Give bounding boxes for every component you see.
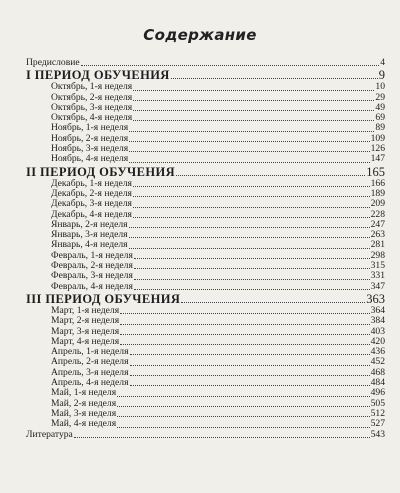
dot-leader	[134, 279, 370, 280]
toc-entry-label: Январь, 3-я неделя	[51, 230, 128, 241]
dot-leader	[133, 186, 370, 187]
toc-entry-label: Февраль, 4-я неделя	[51, 281, 133, 292]
toc-page-number: 384	[370, 316, 385, 327]
toc-entry-label: Декабрь, 2-я неделя	[51, 188, 132, 199]
toc-entry-label: Ноябрь, 2-я неделя	[51, 133, 129, 144]
toc-page-number: 263	[370, 230, 385, 241]
dot-leader	[171, 78, 378, 79]
toc-page-number: 436	[370, 347, 385, 358]
toc-entry-label: Апрель, 2-я неделя	[51, 357, 129, 368]
toc-page-number: 527	[370, 419, 385, 430]
dot-leader	[130, 385, 370, 386]
toc-entry-label: Октябрь, 2-я неделя	[51, 92, 133, 103]
dot-leader	[133, 120, 374, 121]
toc-entry-label: Январь, 4-я неделя	[51, 240, 128, 251]
toc-entry-row	[26, 82, 385, 92]
toc-entry-label: Октябрь, 1-я неделя	[51, 82, 133, 93]
dot-leader	[120, 334, 369, 335]
toc-entry-label: Январь, 2-я неделя	[51, 219, 128, 230]
toc-page-number: 29	[375, 92, 385, 103]
dot-leader	[81, 65, 380, 66]
toc-entry-label: Октябрь, 4-я неделя	[51, 113, 133, 124]
dot-leader	[130, 354, 370, 355]
toc-entry-label: Февраль, 2-я неделя	[51, 261, 133, 272]
toc-page-number: 69	[375, 113, 385, 124]
dot-leader	[133, 100, 374, 101]
toc-section-label: I ПЕРИОД ОБУЧЕНИЯ	[26, 68, 170, 83]
toc-page-number: 347	[370, 281, 385, 292]
toc-page-number: 496	[370, 388, 385, 399]
toc-page-number: 505	[370, 398, 385, 409]
toc-entry-row	[26, 154, 385, 164]
toc-entry-row	[26, 347, 385, 357]
toc-entry-row	[26, 271, 385, 281]
toc-entry-label: Апрель, 3-я неделя	[51, 367, 129, 378]
dot-leader	[120, 324, 369, 325]
toc-page-number: 512	[370, 408, 385, 419]
toc-entry-row	[26, 103, 385, 113]
table-of-contents	[26, 58, 385, 440]
toc-entry-label: Ноябрь, 3-я неделя	[51, 144, 129, 155]
dot-leader	[134, 268, 370, 269]
toc-page-number: 452	[370, 357, 385, 368]
toc-page-number: 363	[366, 291, 385, 306]
toc-section-row	[26, 68, 385, 82]
dot-leader	[117, 396, 369, 397]
toc-entry-label: Ноябрь, 1-я неделя	[51, 123, 129, 134]
toc-entry-label: Май, 2-я неделя	[51, 398, 117, 409]
toc-entry-row	[26, 179, 385, 189]
toc-entry-label: Март, 2-я неделя	[51, 316, 120, 327]
toc-page-number: 89	[375, 123, 385, 134]
toc-page-number: 281	[370, 240, 385, 251]
toc-entry-label: Март, 4-я неделя	[51, 336, 120, 347]
dot-leader	[129, 162, 369, 163]
dot-leader	[133, 217, 370, 218]
dot-leader	[129, 141, 369, 142]
toc-entry-row	[26, 430, 385, 440]
toc-entry-label: Май, 1-я неделя	[51, 388, 117, 399]
toc-entry-row	[26, 327, 385, 337]
toc-entry-row	[26, 261, 385, 271]
toc-page-number: 165	[366, 164, 385, 179]
toc-entry-row	[26, 144, 385, 154]
toc-page-number: 166	[370, 178, 385, 189]
toc-page-number: 228	[370, 209, 385, 220]
toc-entry-label: Предисловие	[26, 58, 80, 68]
toc-entry-label: Май, 4-я неделя	[51, 419, 117, 430]
toc-section-label: III ПЕРИОД ОБУЧЕНИЯ	[26, 291, 181, 306]
toc-entry-row	[26, 409, 385, 419]
toc-section-label: II ПЕРИОД ОБУЧЕНИЯ	[26, 164, 176, 179]
dot-leader	[129, 237, 370, 238]
toc-entry-row	[26, 93, 385, 103]
toc-entry-row	[26, 230, 385, 240]
toc-entry-row	[26, 378, 385, 388]
toc-entry-label: Февраль, 1-я неделя	[51, 250, 133, 261]
dot-leader	[130, 365, 370, 366]
toc-page-number: 49	[375, 102, 385, 113]
toc-entry-row	[26, 316, 385, 326]
toc-page-number: 4	[380, 58, 385, 68]
dot-leader	[120, 313, 369, 314]
dot-leader	[129, 227, 370, 228]
toc-entry-row	[26, 337, 385, 347]
dot-leader	[133, 207, 370, 208]
toc-page-number: 247	[370, 219, 385, 230]
toc-entry-label: Апрель, 1-я неделя	[51, 347, 129, 358]
dot-leader	[129, 151, 369, 152]
toc-page-number: 10	[375, 82, 385, 93]
toc-page-number: 403	[370, 326, 385, 337]
dot-leader	[133, 110, 374, 111]
toc-entry-row	[26, 220, 385, 230]
dot-leader	[74, 437, 370, 438]
page-title: Содержание	[143, 26, 257, 44]
toc-page-number: 331	[370, 271, 385, 282]
toc-page-number: 189	[370, 188, 385, 199]
toc-entry-label: Литература	[26, 429, 73, 440]
toc-entry-label: Март, 3-я неделя	[51, 326, 120, 337]
toc-entry-label: Ноябрь, 4-я неделя	[51, 154, 129, 165]
toc-entry-row	[26, 388, 385, 398]
toc-entry-label: Март, 1-я неделя	[51, 305, 120, 316]
dot-leader	[120, 344, 369, 345]
toc-page-number: 209	[370, 199, 385, 210]
toc-entry-row	[26, 399, 385, 409]
dot-leader	[176, 175, 365, 176]
dot-leader	[129, 248, 370, 249]
dot-leader	[134, 258, 370, 259]
toc-page-number: 109	[370, 133, 385, 144]
toc-entry-label: Май, 3-я неделя	[51, 408, 117, 419]
toc-entry-row	[26, 240, 385, 250]
toc-entry-row	[26, 134, 385, 144]
toc-page-number: 126	[370, 144, 385, 155]
toc-entry-row	[26, 210, 385, 220]
toc-page-number: 543	[370, 429, 385, 440]
dot-leader	[134, 289, 370, 290]
toc-page-number: 468	[370, 367, 385, 378]
toc-entry-row	[26, 368, 385, 378]
toc-entry-label: Февраль, 3-я неделя	[51, 271, 133, 282]
toc-entry-row	[26, 123, 385, 133]
toc-page-number: 9	[378, 68, 385, 83]
toc-section-row	[26, 165, 385, 179]
toc-page-number: 484	[370, 378, 385, 389]
toc-entry-label: Декабрь, 4-я неделя	[51, 209, 132, 220]
toc-entry-row	[26, 189, 385, 199]
toc-page-number: 315	[370, 261, 385, 272]
toc-entry-label: Октябрь, 3-я неделя	[51, 102, 133, 113]
toc-page-number: 147	[370, 154, 385, 165]
toc-entry-row	[26, 419, 385, 429]
toc-entry-row	[26, 357, 385, 367]
toc-entry-row	[26, 306, 385, 316]
toc-entry-row	[26, 251, 385, 261]
dot-leader	[117, 406, 369, 407]
dot-leader	[130, 375, 370, 376]
dot-leader	[117, 416, 369, 417]
toc-entry-row	[26, 113, 385, 123]
dot-leader	[181, 302, 365, 303]
toc-entry-label: Декабрь, 3-я неделя	[51, 199, 132, 210]
toc-page-number: 364	[370, 305, 385, 316]
dot-leader	[129, 131, 374, 132]
dot-leader	[133, 196, 370, 197]
dot-leader	[117, 427, 369, 428]
toc-entry-row	[26, 199, 385, 209]
toc-section-row	[26, 292, 385, 306]
dot-leader	[133, 90, 374, 91]
toc-entry-row	[26, 282, 385, 292]
toc-entry-label: Апрель, 4-я неделя	[51, 378, 129, 389]
toc-page-number: 298	[370, 250, 385, 261]
toc-entry-row	[26, 58, 385, 68]
toc-page-number: 420	[370, 336, 385, 347]
toc-entry-label: Декабрь, 1-я неделя	[51, 178, 132, 189]
